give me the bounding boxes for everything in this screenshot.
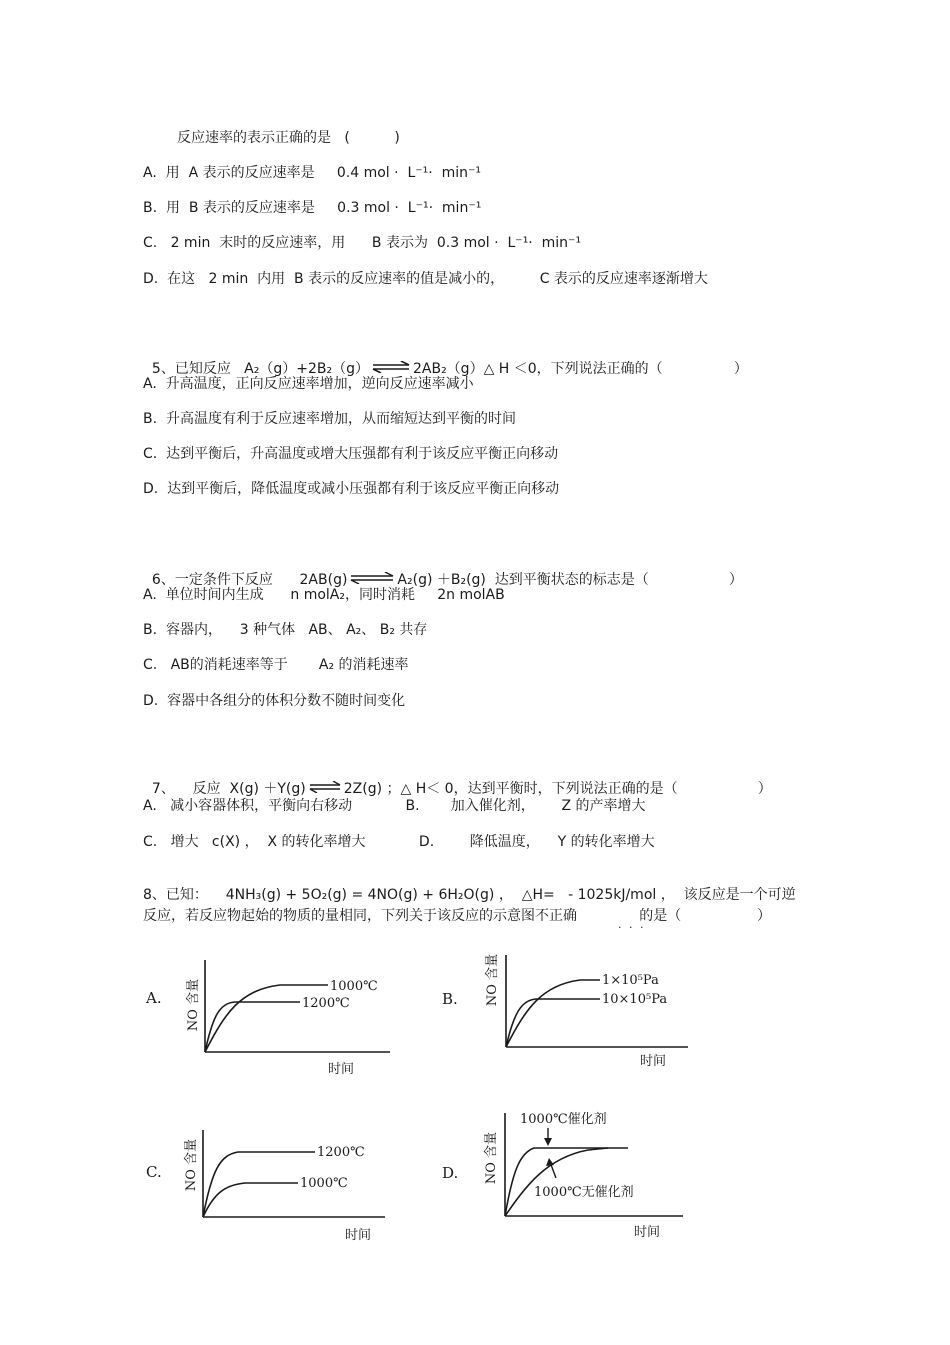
graph-a-letter: A. bbox=[146, 989, 162, 1007]
graph-d-label-2: 1000℃无催化剂 bbox=[534, 1185, 634, 1200]
graph-c-curve-1000 bbox=[203, 1183, 298, 1217]
q7-stem-left: 7、 反应 X(g) ＋Y(g) bbox=[151, 781, 306, 797]
graph-d-letter: D. bbox=[442, 1164, 459, 1182]
graph-d-ylabel: NO 含量 bbox=[484, 1131, 499, 1185]
q5-option-c: C. 达到平衡后，升高温度或增大压强都有利于该反应平衡正向移动 bbox=[143, 446, 559, 462]
q6-stem-left: 6、一定条件下反应 2AB(g) bbox=[151, 572, 348, 588]
graph-a bbox=[140, 955, 400, 1080]
graph-b-xlabel: 时间 bbox=[640, 1054, 667, 1069]
equilibrium-arrows-icon bbox=[308, 780, 342, 798]
graph-d-curve-no-catalyst bbox=[505, 1148, 608, 1216]
graph-b-curve-1e5 bbox=[506, 980, 600, 1047]
graph-b-label-1: 1×10⁵Pa bbox=[602, 973, 659, 988]
graph-b-label-2: 10×10⁵Pa bbox=[602, 992, 668, 1007]
q7-options-cd: C. 增大 c(X) ， X 的转化率增大 D. 降低温度， Y 的转化率增大 bbox=[143, 834, 655, 850]
q5-option-a: A. 升高温度，正向反应速率增加，逆向反应速率减小 bbox=[143, 376, 474, 392]
q7-stem bbox=[143, 762, 772, 798]
emphasis-dots: · · · bbox=[618, 921, 646, 934]
q4-option-b: B. 用 B 表示的反应速率是 0.3 mol · L⁻¹· min⁻¹ bbox=[143, 200, 482, 216]
q6-stem bbox=[143, 553, 743, 589]
q4-option-c: C. 2 min 末时的反应速率，用 B 表示为 0.3 mol · L⁻¹· min⁻¹ bbox=[143, 235, 582, 251]
graph-d bbox=[438, 1108, 698, 1243]
q7-stem-right: 2Z(g) ；△ H＜ 0，达到平衡时，下列说法正确的是（ ） bbox=[343, 781, 772, 797]
q6-stem-right: A₂(g) ＋B₂(g) 达到平衡状态的标志是（ ） bbox=[397, 572, 743, 588]
q5-stem bbox=[143, 342, 748, 378]
graph-c-letter: C. bbox=[146, 1163, 162, 1181]
q4-stem: 反应速率的表示正确的是 ( ) bbox=[177, 130, 400, 146]
arrow-down-icon bbox=[544, 1138, 552, 1146]
graph-c-label-2: 1000℃ bbox=[300, 1176, 348, 1191]
graph-a-label-2: 1200℃ bbox=[302, 996, 350, 1011]
graph-c-ylabel: NO 含量 bbox=[184, 1138, 199, 1192]
q4-option-d: D. 在这 2 min 内用 B 表示的反应速率的值是减小的， C 表示的反应速率逐渐增大 bbox=[143, 271, 708, 287]
q6-option-b: B. 容器内， 3 种气体 AB、 A₂、 B₂ 共存 bbox=[143, 622, 428, 638]
graph-c bbox=[140, 1125, 400, 1245]
q6-option-a: A. 单位时间内生成 n molA₂，同时消耗 2n molAB bbox=[143, 587, 505, 603]
q7-options-ab: A. 减小容器体积，平衡向右移动 B. 加入催化剂， Z 的产率增大 bbox=[143, 798, 646, 814]
q4-option-a: A. 用 A 表示的反应速率是 0.4 mol · L⁻¹· min⁻¹ bbox=[143, 165, 482, 181]
graph-b-letter: B. bbox=[442, 990, 458, 1008]
arrow-up-icon bbox=[546, 1158, 554, 1166]
graph-c-curve-1200 bbox=[203, 1152, 315, 1217]
graph-d-label-1: 1000℃催化剂 bbox=[520, 1112, 607, 1127]
graph-d-xlabel: 时间 bbox=[634, 1225, 661, 1240]
graph-d-curve-catalyst bbox=[505, 1148, 628, 1216]
q5-option-d: D. 达到平衡后，降低温度或减小压强都有利于该反应平衡正向移动 bbox=[143, 481, 560, 497]
q5-stem-left: 5、已知反应 A₂（g）+2B₂（g） bbox=[151, 361, 369, 377]
graph-a-xlabel: 时间 bbox=[328, 1062, 355, 1077]
graph-c-label-1: 1200℃ bbox=[317, 1145, 365, 1160]
q6-option-d: D. 容器中各组分的体积分数不随时间变化 bbox=[143, 693, 406, 709]
graph-b bbox=[438, 950, 698, 1075]
q5-option-b: B. 升高温度有利于反应速率增加，从而缩短达到平衡的时间 bbox=[143, 411, 516, 427]
graph-a-label-1: 1000℃ bbox=[330, 979, 378, 994]
graph-b-ylabel: NO 含量 bbox=[485, 953, 500, 1007]
graph-a-ylabel: NO 含量 bbox=[186, 978, 201, 1032]
q5-stem-right: 2AB₂（g）△ H ＜0，下列说法正确的（ ） bbox=[412, 361, 748, 377]
q8-stem-line1: 8、已知： 4NH₃(g) + 5O₂(g) = 4NO(g) + 6H₂O(g) ， △H= - 1025kJ/mol ， 该反应是一个可逆 bbox=[143, 887, 796, 903]
q8-stem-line2: 反应，若反应物起始的物质的量相同，下列关于该反应的示意图不正确 的是（ ） bbox=[143, 908, 771, 924]
graph-c-xlabel: 时间 bbox=[345, 1228, 372, 1243]
q6-option-c: C. AB的消耗速率等于 A₂ 的消耗速率 bbox=[143, 657, 409, 673]
